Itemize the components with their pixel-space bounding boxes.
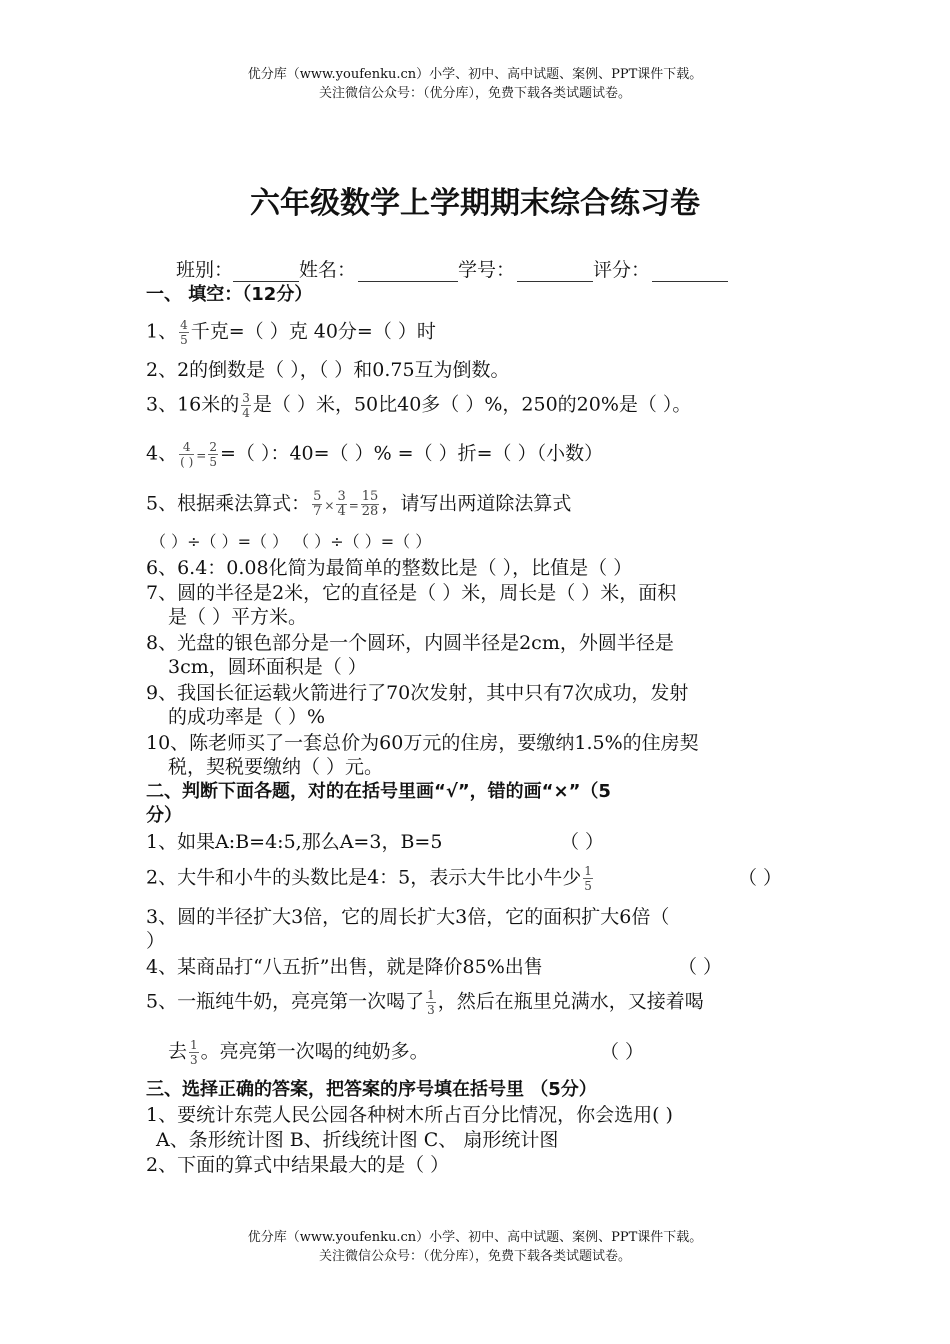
class-blank[interactable] bbox=[233, 263, 299, 282]
s1-question-7-line-1: 7、圆的半径是2米，它的直径是（ ）米，周长是（ ）米，面积 bbox=[146, 582, 677, 604]
fraction: $\frac{3}{4}$ bbox=[242, 391, 250, 420]
fraction: $\frac{4}{( )}$ bbox=[180, 440, 194, 469]
fraction: $\frac{1}{5}$ bbox=[584, 864, 592, 893]
s2-question-5-paren[interactable]: （ ） bbox=[600, 1041, 645, 1063]
id-label: 学号： bbox=[458, 259, 516, 281]
header-line-1: 优分库（www.youfenku.cn）小学、初中、高中试题、案例、PPT课件下载。 bbox=[247, 67, 703, 82]
name-blank[interactable] bbox=[358, 263, 458, 282]
s2-question-4-paren[interactable]: （ ） bbox=[678, 956, 723, 978]
section1-heading: 一、 填空：（12分） bbox=[146, 284, 313, 305]
s1-question-7-line-2: 是（ ）平方米。 bbox=[168, 606, 308, 628]
s1-question-9-line-2: 的成功率是（ ）% bbox=[168, 706, 326, 728]
header-line-2: 关注微信公众号：（优分库），免费下载各类试题试卷。 bbox=[318, 86, 631, 101]
s1-question-8-line-1: 8、光盘的银色部分是一个圆环，内圆半径是2cm，外圆半径是 bbox=[146, 632, 674, 654]
name-label: 姓名： bbox=[299, 259, 357, 281]
fraction: $\frac{4}{5}$ bbox=[180, 318, 188, 347]
student-info-row bbox=[176, 258, 728, 282]
s3-question-1: 1、要统计东莞人民公园各种树木所占百分比情况，你会选用( ) bbox=[146, 1104, 673, 1126]
class-label: 班别： bbox=[176, 259, 234, 281]
s2-question-3-line-2: ） bbox=[146, 930, 166, 952]
section3-heading: 三、选择正确的答案，把答案的序号填在括号里 （5分） bbox=[146, 1079, 597, 1100]
fraction: $\frac{5}{7}$ bbox=[313, 489, 322, 519]
s2-question-4: 4、某商品打“八五折”出售，就是降价85%出售 bbox=[146, 956, 543, 978]
page-title: 六年级数学上学期期末综合练习卷 bbox=[250, 186, 700, 221]
s2-question-1-paren[interactable]: （ ） bbox=[560, 831, 605, 853]
s1-question-10-line-2: 税，契税要缴纳（ ）元。 bbox=[168, 756, 384, 778]
s2-question-5: 5、一瓶纯牛奶，亮亮第一次喝了 $\frac{1}{3}$ ，然后在瓶里兑满水，又接着喝 bbox=[146, 988, 704, 1017]
s1-question-5-line-2: （ ）÷（ ）=（ ） （ ）÷（ ）=（ ） bbox=[150, 532, 432, 551]
s1-question-10-line-1: 10、陈老师买了一套总价为60万元的住房，要缴纳1.5%的住房契 bbox=[146, 732, 699, 754]
s1-question-2: 2、2的倒数是（ ），（ ）和0.75互为倒数。 bbox=[146, 359, 510, 381]
section2-heading-line-2: 分） bbox=[146, 805, 182, 826]
score-label: 评分： bbox=[593, 259, 651, 281]
s2-question-2: 2、大牛和小牛的头数比是4：5，表示大牛比小牛少 $\frac{1}{5}$ bbox=[146, 864, 592, 893]
s3-question-1-options: A、条形统计图 B、折线统计图 C、 扇形统计图 bbox=[156, 1129, 559, 1151]
footer-line-2: 关注微信公众号：（优分库），免费下载各类试题试卷。 bbox=[318, 1249, 631, 1264]
s1-question-8-line-2: 3cm，圆环面积是（ ） bbox=[168, 656, 367, 678]
s3-question-2: 2、下面的算式中结果最大的是（ ） bbox=[146, 1154, 450, 1176]
s2-question-1: 1、如果A:B=4:5,那么A=3，B=5 bbox=[146, 831, 443, 853]
fraction: $\frac{3}{4}$ bbox=[337, 489, 346, 519]
section2-heading-line-1: 二、判断下面各题，对的在括号里画“√”，错的画“×”（5 bbox=[146, 781, 611, 802]
fraction: $\frac{1}{3}$ bbox=[427, 988, 435, 1017]
s1-question-6: 6、6.4：0.08化简为最简单的整数比是（ ），比值是（ ） bbox=[146, 557, 633, 579]
s2-question-3-line-1: 3、圆的半径扩大3倍，它的周长扩大3倍，它的面积扩大6倍（ bbox=[146, 906, 670, 928]
s1-question-4: 4、 $\frac{4}{( )}$ = $\frac{2}{5}$ =（ ）：40=（ ）% =（ ）折=（ ）（小数） bbox=[146, 440, 604, 469]
s1-question-3: 3、16米的 $\frac{3}{4}$ 是（ ）米，50比40多（ ）%，250的20%是（ ）。 bbox=[146, 391, 692, 420]
s1-question-1: 1、 $\frac{4}{5}$ 千克=（ ）克 40分=（ ）时 bbox=[146, 318, 436, 347]
fraction: $\frac{15}{28}$ bbox=[361, 489, 379, 519]
score-blank[interactable] bbox=[652, 263, 728, 282]
s2-question-2-paren[interactable]: （ ） bbox=[738, 867, 783, 889]
s1-question-5: 5、根据乘法算式： $\frac{5}{7}$ × $\frac{3}{4}$ = $\frac{15}{28}$ ，请写出两道除法算式 bbox=[146, 489, 572, 519]
fraction: $\frac{2}{5}$ bbox=[209, 440, 217, 469]
s2-question-5-line-2: 去 $\frac{1}{3}$ 。亮亮第一次喝的纯奶多。 bbox=[168, 1038, 429, 1067]
id-blank[interactable] bbox=[517, 263, 593, 282]
fraction: $\frac{1}{3}$ bbox=[190, 1038, 198, 1067]
footer-line-1: 优分库（www.youfenku.cn）小学、初中、高中试题、案例、PPT课件下载。 bbox=[247, 1230, 703, 1245]
s1-question-9-line-1: 9、我国长征运载火箭进行了70次发射，其中只有7次成功，发射 bbox=[146, 682, 689, 704]
